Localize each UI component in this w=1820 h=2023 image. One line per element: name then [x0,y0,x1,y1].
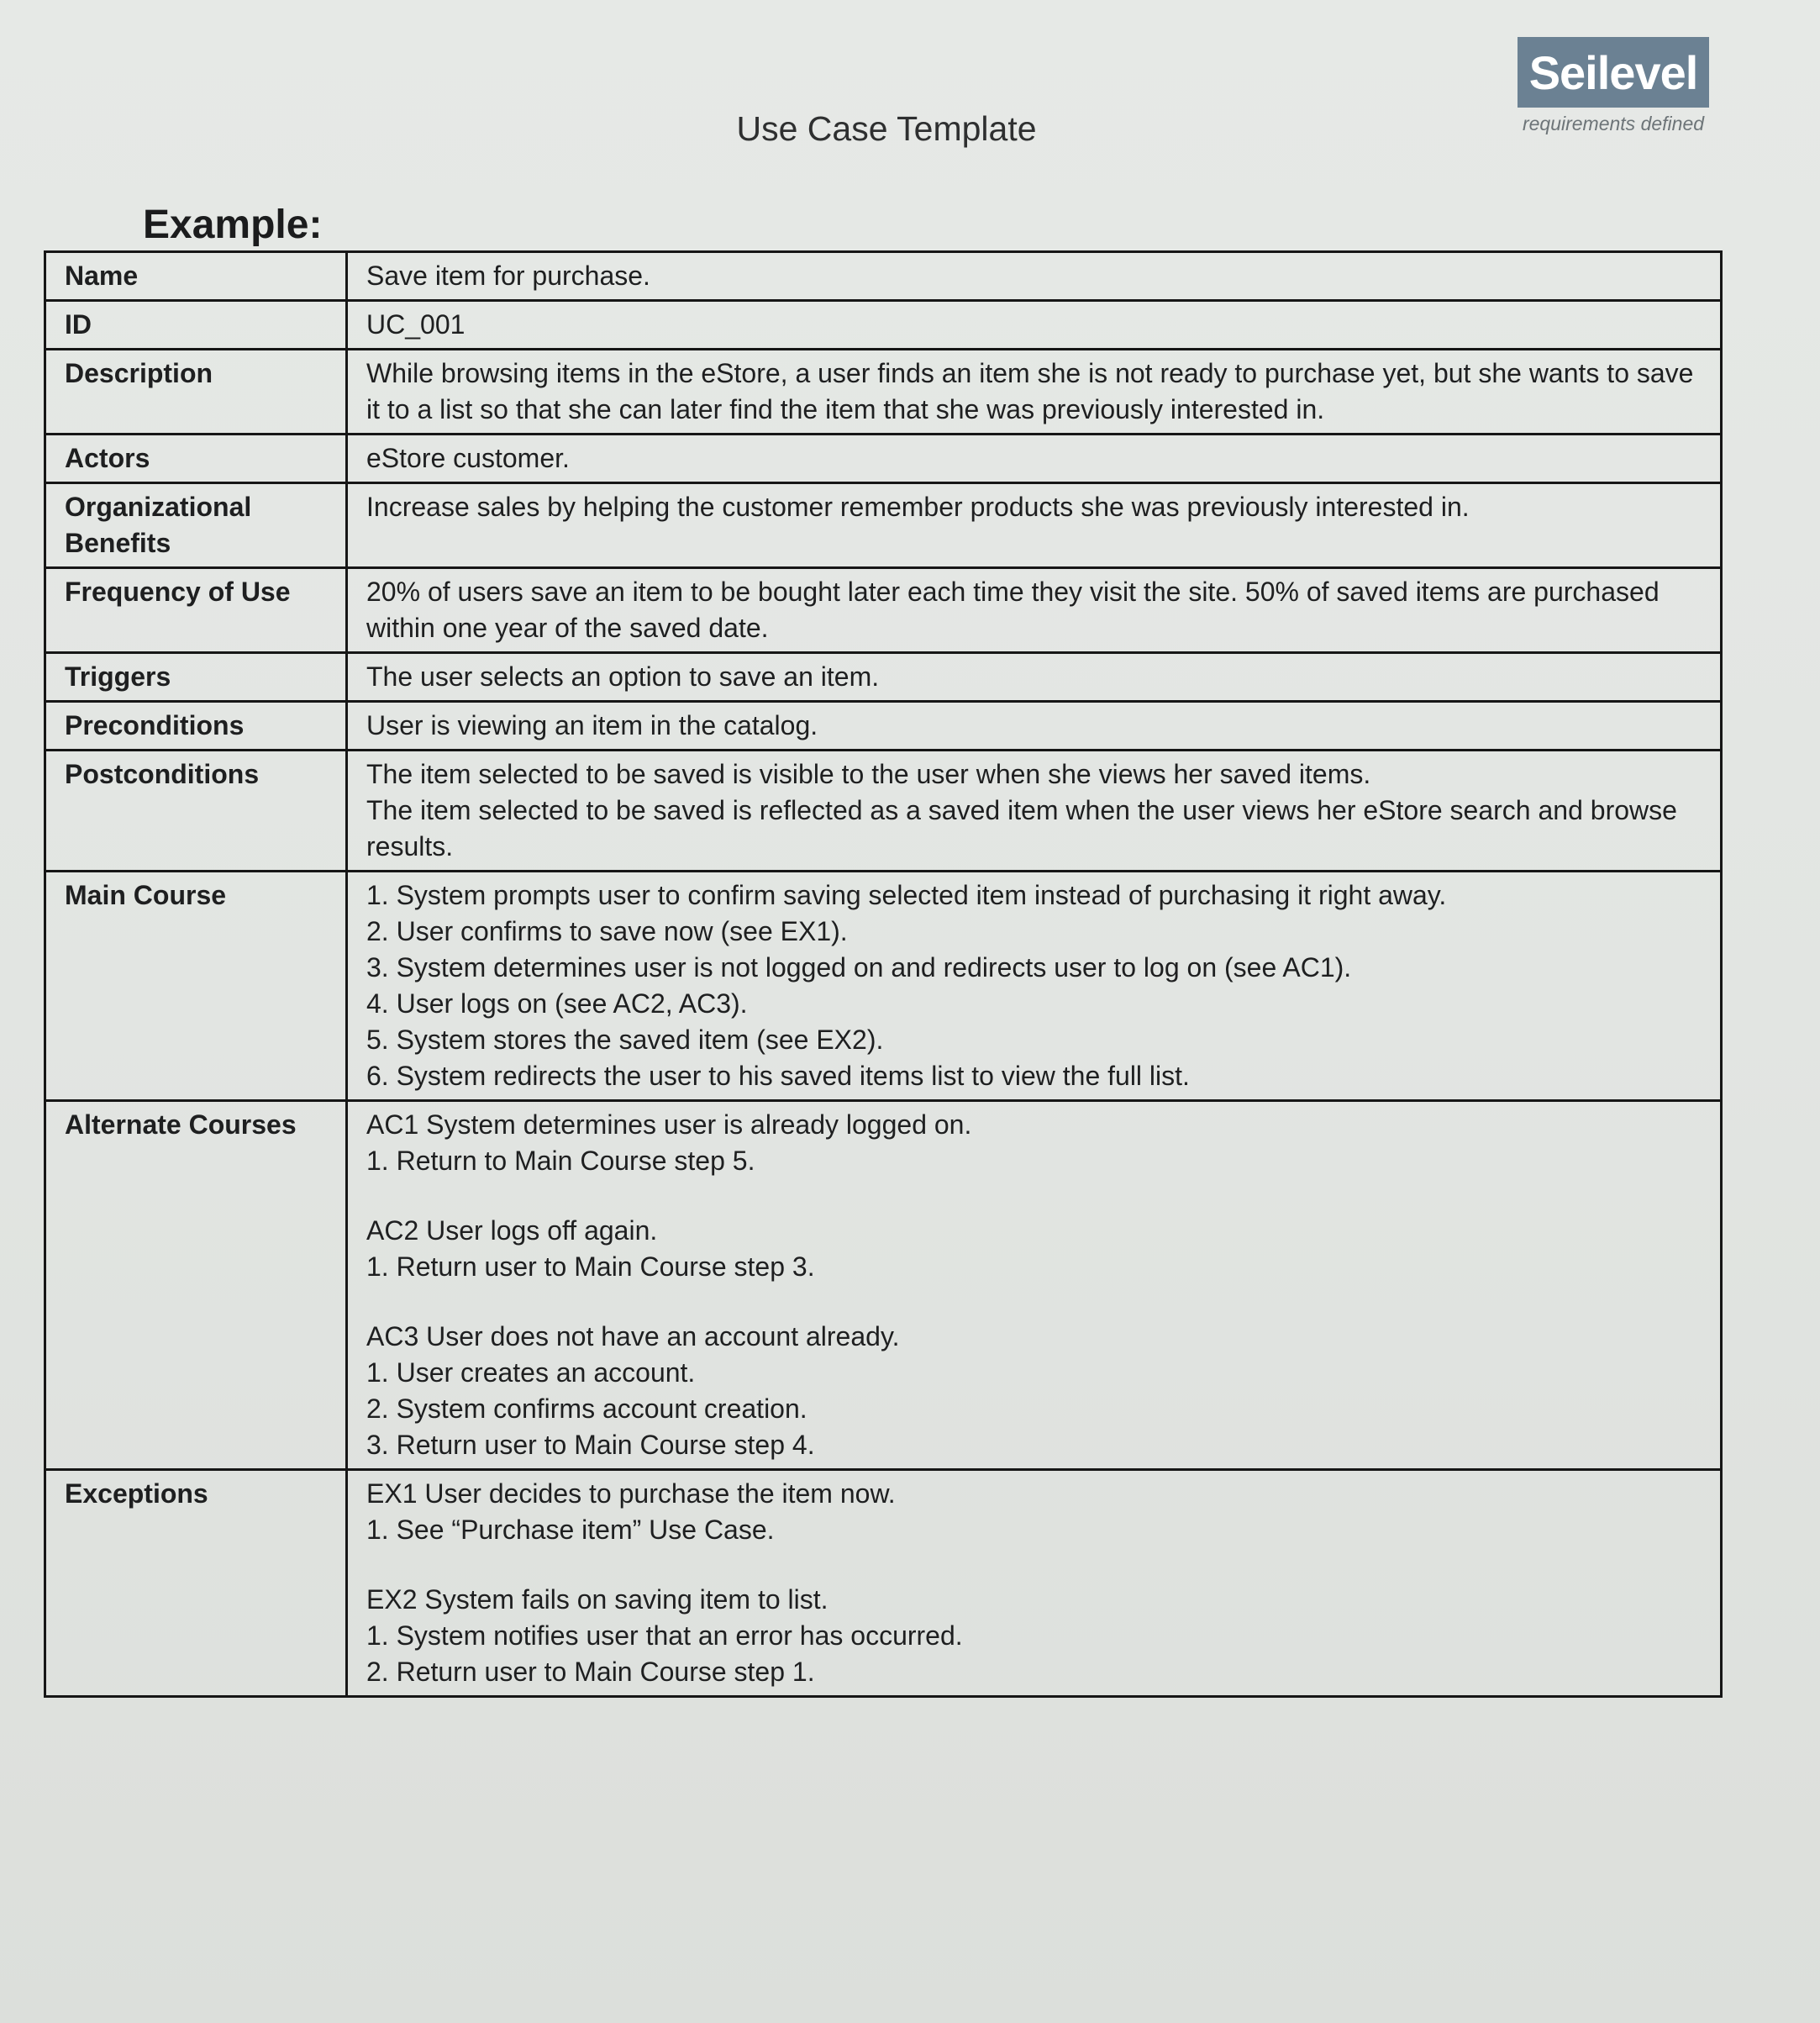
row-frequency-of-use [45,568,1722,653]
exception-title: EX1 User decides to purchase the item now. [366,1478,896,1509]
alternate-course-step: 1. Return user to Main Course step 3. [366,1251,815,1282]
row-triggers [45,653,1722,702]
alternate-course-step: 2. System confirms account creation. [366,1393,807,1424]
spacer [366,1285,1708,1319]
label-alternate-courses: Alternate Courses [45,1101,347,1470]
alternate-course-step: 1. User creates an account. [366,1357,696,1388]
row-postconditions [45,751,1722,872]
exception-step: 1. System notifies user that an error has occurred. [366,1620,963,1651]
postcondition-line: The item selected to be saved is reflected as a saved item when the user views her eStore search and browse results. [366,795,1677,861]
label-description: Description [45,350,347,435]
main-course-step: 2. User confirms to save now (see EX1). [366,916,848,946]
main-course-step: 1. System prompts user to confirm saving selected item instead of purchasing it right away. [366,880,1447,910]
row-id [45,301,1722,350]
exception-title: EX2 System fails on saving item to list. [366,1584,828,1615]
label-id: ID [45,301,347,350]
alternate-course-title: AC2 User logs off again. [366,1215,658,1246]
value-actors: eStore customer. [347,435,1722,483]
label-organizational-benefits: Organizational Benefits [45,483,347,568]
value-triggers: The user selects an option to save an item. [347,653,1722,702]
alternate-course-step: 1. Return to Main Course step 5. [366,1146,755,1176]
value-name: Save item for purchase. [347,252,1722,301]
seilevel-logo [1518,37,1709,135]
spacer [366,1179,1708,1213]
label-actors: Actors [45,435,347,483]
row-exceptions [45,1470,1722,1697]
label-postconditions: Postconditions [45,751,347,872]
example-heading: Example: [143,203,323,247]
label-name: Name [45,252,347,301]
value-postconditions [347,751,1722,872]
logo-tagline: requirements defined [1522,113,1705,134]
label-preconditions: Preconditions [45,702,347,751]
exception-step: 2. Return user to Main Course step 1. [366,1657,815,1687]
value-preconditions: User is viewing an item in the catalog. [347,702,1722,751]
value-organizational-benefits: Increase sales by helping the customer remember products she was previously interested in. [347,483,1722,568]
row-description [45,350,1722,435]
logo-wordmark: Seilevel [1518,37,1709,108]
row-main-course [45,872,1722,1101]
use-case-table-wrapper [44,250,1723,1698]
value-main-course [347,872,1722,1101]
value-id: UC_001 [347,301,1722,350]
row-actors [45,435,1722,483]
label-main-course: Main Course [45,872,347,1101]
main-course-step: 4. User logs on (see AC2, AC3). [366,988,748,1019]
value-description: While browsing items in the eStore, a user finds an item she is not ready to purchase yet, but she wants to save it to a list so that she can later find the item that she was previously interested in. [347,350,1722,435]
row-preconditions [45,702,1722,751]
postcondition-line: The item selected to be saved is visible to the user when she views her saved items. [366,759,1371,789]
row-name [45,252,1722,301]
row-organizational-benefits [45,483,1722,568]
document-title: Use Case Template [736,109,1037,148]
label-triggers: Triggers [45,653,347,702]
main-course-step: 3. System determines user is not logged on and redirects user to log on (see AC1). [366,952,1352,983]
label-frequency-of-use: Frequency of Use [45,568,347,653]
use-case-table [44,250,1723,1698]
value-exceptions [347,1470,1722,1697]
spacer [366,1548,1708,1582]
label-exceptions: Exceptions [45,1470,347,1697]
exception-step: 1. See “Purchase item” Use Case. [366,1515,775,1545]
alternate-course-title: AC1 System determines user is already logged on. [366,1109,972,1140]
row-alternate-courses [45,1101,1722,1470]
value-alternate-courses [347,1101,1722,1470]
main-course-step: 6. System redirects the user to his saved items list to view the full list. [366,1061,1190,1091]
main-course-step: 5. System stores the saved item (see EX2). [366,1025,884,1055]
alternate-course-title: AC3 User does not have an account already. [366,1321,900,1351]
value-frequency-of-use: 20% of users save an item to be bought later each time they visit the site. 50% of saved items are purchased within one year of the saved date. [347,568,1722,653]
alternate-course-step: 3. Return user to Main Course step 4. [366,1430,815,1460]
